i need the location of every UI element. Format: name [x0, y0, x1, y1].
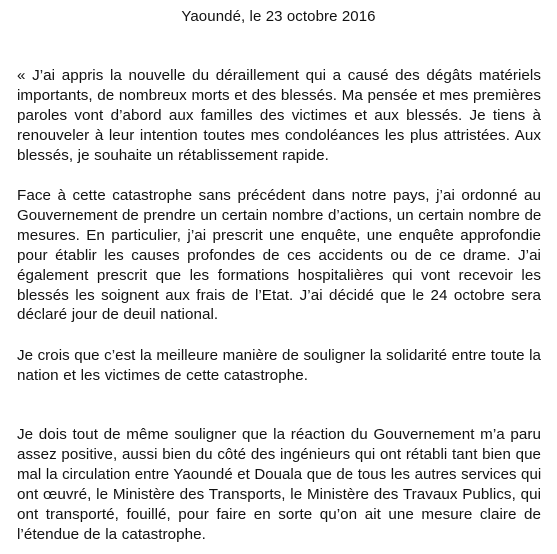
text-line: mesures. En particulier, j’ai prescrit une enquête, une enquête approfondie	[17, 226, 541, 244]
text-line: renouveler à leur intention toutes mes condoléances les plus attristées. Aux	[17, 126, 541, 144]
date-line: Yaoundé, le 23 octobre 2016	[181, 8, 376, 25]
text-line: l’étendue de la catastrophe.	[17, 525, 206, 543]
text-line: également prescrit que les formations hospitalières qui vont recevoir les	[17, 266, 541, 284]
text-line: blessés les soignent aux frais de l’Etat. J’ai décidé que le 24 octobre sera	[17, 286, 541, 304]
text-line: importants, de nombreux morts et des blessés. Ma pensée et mes premières	[17, 86, 541, 104]
text-line: Je dois tout de même souligner que la réaction du Gouvernement m’a paru	[17, 426, 541, 443]
text-line: « J’ai appris la nouvelle du déraillement qui a causé des dégâts matériels	[17, 67, 541, 84]
text-line: Face à cette catastrophe sans précédent dans notre pays, j’ai ordonné au	[17, 187, 541, 204]
text-line: ont transporté, fouillé, pour faire en sorte qu’on ait une mesure claire de	[17, 505, 541, 523]
text-line: ont œuvré, le Ministère des Transports, le Ministère des Travaux Publics, qui	[17, 485, 541, 503]
paragraph-4	[17, 425, 541, 544]
text-line: assez positive, aussi bien du côté des ingénieurs qui ont rétabli tant bien que	[17, 445, 541, 463]
paragraph-3	[17, 346, 541, 386]
paragraph-2	[17, 186, 541, 325]
text-line: pour établir les causes profondes de ces accidents ou de ce drame. J’ai	[17, 246, 541, 264]
text-line: nation et les victimes de cette catastrophe.	[17, 366, 309, 384]
text-line: blessés, je souhaite un rétablissement rapide.	[17, 146, 329, 164]
text-line: Gouvernement de prendre un certain nombre d’actions, un certain nombre de	[17, 206, 542, 224]
text-line: paroles vont d’abord aux familles des victimes et aux blessés. Je tiens à	[17, 106, 541, 124]
text-line: mal la circulation entre Yaoundé et Douala que de tous les autres services qui	[17, 465, 542, 483]
paragraph-1	[17, 66, 541, 166]
text-line: Je crois que c’est la meilleure manière de souligner la solidarité entre toute la	[17, 347, 541, 364]
text-line: déclaré jour de deuil national.	[17, 306, 219, 324]
